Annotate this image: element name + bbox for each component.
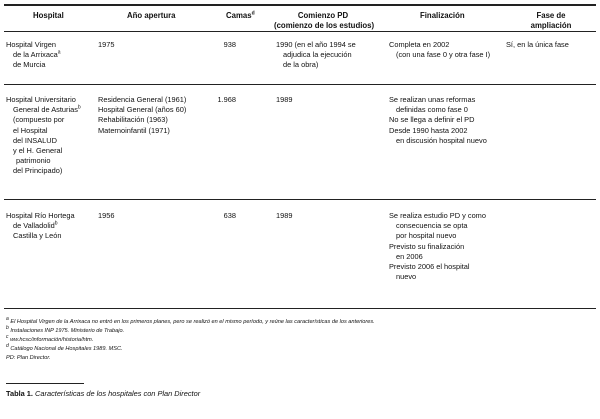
row-2-hospital-line: el Hospital bbox=[13, 125, 48, 135]
row-2-hospital-line: del Principado) bbox=[13, 166, 63, 176]
row-3-finalizacion-line: por hospital nuevo bbox=[396, 231, 457, 241]
row-3-hospital-line: Castilla y León bbox=[13, 231, 62, 241]
row-1-hospital bbox=[6, 40, 61, 71]
header-finalizacion: Finalización bbox=[420, 11, 465, 20]
row-2-anio bbox=[98, 95, 186, 136]
table-top-rule bbox=[4, 4, 596, 6]
caption-rule bbox=[6, 383, 84, 384]
row-2-hospital-line bbox=[6, 105, 81, 115]
footnote-ref-b: b bbox=[54, 220, 58, 227]
row-2-hospital-line: y el H. General bbox=[13, 146, 63, 156]
footnote-c-marker: c bbox=[6, 334, 9, 341]
footnote-b-text: Instalaciones INP 1975. Ministerio de Trabajo. bbox=[10, 328, 125, 334]
row-1-bottom-rule bbox=[4, 84, 596, 85]
footnote-ref-b: b bbox=[77, 104, 81, 111]
caption-label: Tabla 1. bbox=[6, 389, 33, 398]
row-3-finalizacion-line: Se realiza estudio PD y como bbox=[389, 211, 486, 220]
row-2-anio-line: Hospital General (años 60) bbox=[98, 105, 187, 115]
row-3-hospital-line: Hospital Río Hortega bbox=[6, 211, 75, 220]
row-2-anio-line: Rehabilitación (1963) bbox=[98, 115, 168, 125]
footnote-b-marker: b bbox=[6, 325, 9, 332]
footnote-c bbox=[6, 336, 375, 345]
row-3-finalizacion-line: nuevo bbox=[396, 272, 417, 282]
row-2-finalizacion-line: No se llega a definir el PD bbox=[389, 115, 475, 125]
row-2-hospital-line: del INSALUD bbox=[13, 135, 57, 145]
row-2-hospital-text: General de Asturias bbox=[13, 105, 78, 115]
row-3-finalizacion bbox=[389, 211, 486, 282]
row-2-finalizacion-line: definidas como fase 0 bbox=[396, 105, 468, 115]
row-3-hospital-text: de Valladolid bbox=[13, 221, 55, 231]
header-anio-apertura: Año apertura bbox=[127, 11, 176, 20]
row-1-finalizacion-line: (con una fase 0 y otra fase I) bbox=[396, 50, 491, 60]
footnote-a-marker: a bbox=[6, 316, 9, 323]
row-1-camas: 938 bbox=[223, 40, 236, 49]
row-2-anio-line: Maternoinfantil (1971) bbox=[98, 125, 170, 135]
row-1-comienzo-line: adjudica la ejecución bbox=[283, 50, 352, 60]
footnote-ref-a: a bbox=[57, 49, 61, 56]
row-3-finalizacion-line: Previsto su finalización bbox=[389, 241, 465, 251]
row-1-anio-line: 1975 bbox=[98, 40, 115, 49]
row-2-bottom-rule bbox=[4, 199, 596, 200]
table-caption bbox=[6, 389, 200, 398]
row-3-finalizacion-line: consecuencia se opta bbox=[396, 221, 468, 231]
footnote-c-text: ww.hcsc/información/historia/htm. bbox=[10, 337, 94, 343]
row-3-finalizacion-line: Previsto 2006 el hospital bbox=[389, 262, 470, 272]
row-1-anio bbox=[98, 40, 114, 50]
row-1-hospital-line bbox=[6, 50, 61, 60]
row-2-hospital-line: Hospital Universitario bbox=[6, 95, 76, 104]
row-2-camas: 1.968 bbox=[217, 95, 236, 104]
header-comienzo-line1: Comienzo PD bbox=[297, 11, 349, 20]
footnote-b bbox=[6, 327, 375, 336]
row-2-hospital-line: (compuesto por bbox=[13, 115, 65, 125]
row-3-anio bbox=[98, 211, 114, 221]
footnotes bbox=[6, 318, 375, 363]
row-1-hospital-text: de la Arrixaca bbox=[13, 50, 58, 60]
header-camas bbox=[226, 11, 255, 21]
row-3-comienzo-line: 1989 bbox=[276, 211, 293, 220]
row-2-finalizacion-line: Desde 1990 hasta 2002 bbox=[389, 125, 468, 135]
header-fase-ampliacion bbox=[518, 11, 584, 31]
row-2-finalizacion bbox=[389, 95, 487, 146]
row-1-comienzo-line: de la obra) bbox=[283, 60, 319, 70]
header-camas-sup: d bbox=[251, 10, 255, 17]
row-1-fase: Sí, en la única fase bbox=[506, 40, 569, 49]
row-2-finalizacion-line: en discusión hospital nuevo bbox=[396, 135, 487, 145]
row-3-comienzo bbox=[276, 211, 292, 221]
row-3-hospital-line bbox=[6, 221, 75, 231]
row-1-hospital-line: Hospital Virgen bbox=[6, 40, 56, 49]
header-hospital: Hospital bbox=[33, 11, 64, 20]
row-3-anio-line: 1956 bbox=[98, 211, 115, 220]
caption-text: Características de los hospitales con Plan Director bbox=[35, 389, 201, 398]
row-3-finalizacion-line: en 2006 bbox=[396, 251, 423, 261]
row-1-comienzo bbox=[276, 40, 356, 71]
header-comienzo bbox=[274, 11, 375, 31]
row-2-comienzo bbox=[276, 95, 292, 105]
row-2-comienzo-line: 1989 bbox=[276, 95, 293, 104]
footnote-a bbox=[6, 318, 375, 327]
footnote-d-text: Catálogo Nacional de Hospitales 1989. MSC. bbox=[10, 346, 123, 352]
row-2-anio-line: Residencia General (1961) bbox=[98, 95, 187, 104]
row-3-hospital bbox=[6, 211, 75, 242]
header-fase-line2: ampliación bbox=[530, 21, 572, 30]
row-1-finalizacion bbox=[389, 40, 490, 60]
footnote-pd: PD: Plan Director. bbox=[6, 355, 51, 361]
row-2-hospital-line: patrimonio bbox=[16, 156, 51, 166]
row-2-finalizacion-line: Se realizan unas reformas bbox=[389, 95, 476, 104]
row-2-hospital bbox=[6, 95, 81, 177]
row-1-finalizacion-line: Completa en 2002 bbox=[389, 40, 450, 49]
header-fase-line1: Fase de bbox=[536, 11, 566, 20]
row-3-camas: 638 bbox=[223, 211, 236, 220]
footnote-d-marker: d bbox=[6, 343, 9, 350]
header-comienzo-line2: (comienzo de los estudios) bbox=[274, 21, 375, 30]
table-bottom-rule bbox=[4, 308, 596, 309]
header-camas-label: Camas bbox=[226, 11, 252, 20]
row-1-comienzo-line: 1990 (en el año 1994 se bbox=[276, 40, 356, 49]
header-bottom-rule bbox=[4, 31, 596, 32]
footnote-d bbox=[6, 345, 375, 354]
footnote-a-text: El Hospital Virgen de la Arrixaca no entró en los primeros planes, pero se realizó en el mismo período, y reúne las características de los anteriores. bbox=[10, 319, 375, 325]
row-1-hospital-line: de Murcia bbox=[13, 60, 46, 70]
